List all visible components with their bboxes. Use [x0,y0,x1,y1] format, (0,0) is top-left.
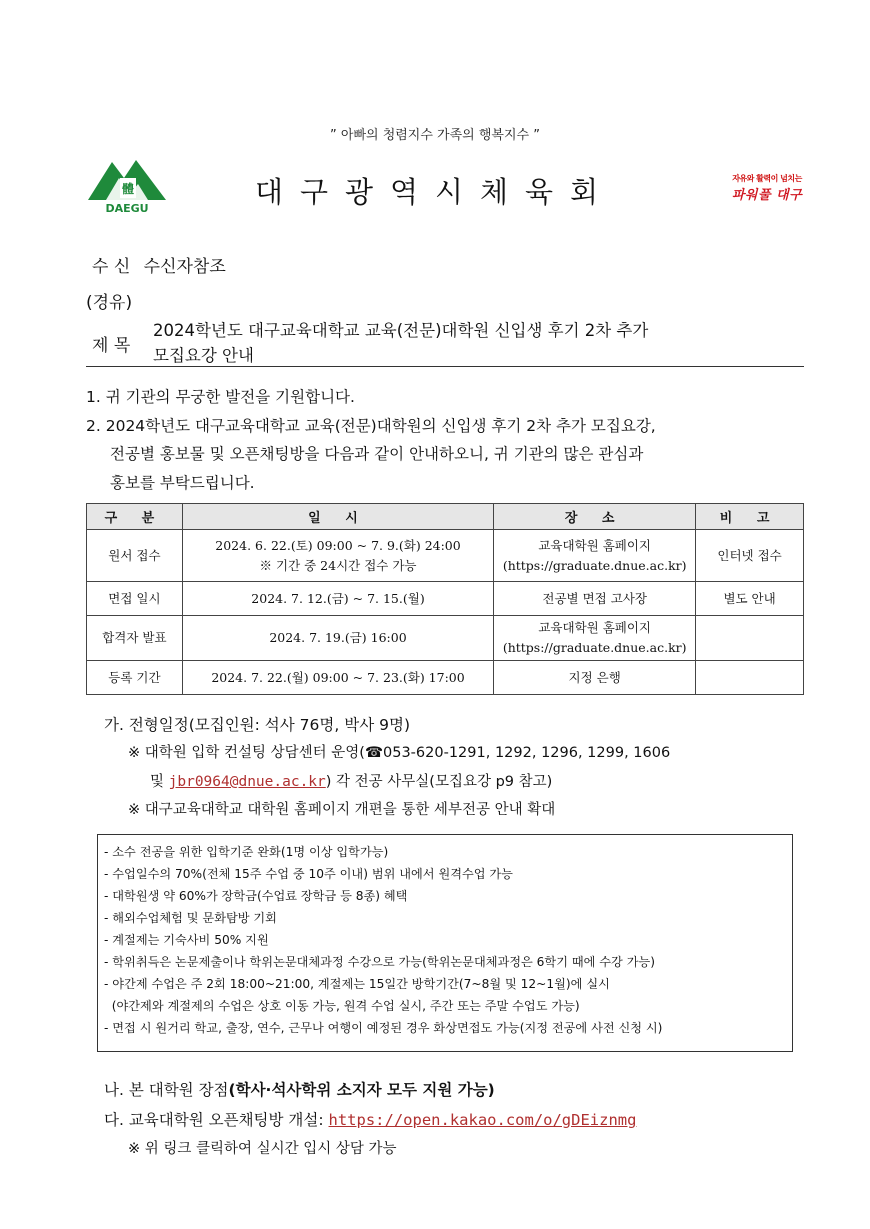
cell-date [182,530,493,582]
benefit-item: - 야간제 수업은 주 2회 18:00~21:00, 계절제는 15일간 방학기간(7~8월 및 12~1월)에 실시 [104,977,610,991]
table-row [87,582,804,616]
section-ga-note-1-cont [150,772,552,792]
benefit-item: - 해외수업체험 및 문화탐방 기회 [104,911,277,925]
cell-place [494,616,696,661]
organization-name: 대구광역시체육회 [254,175,616,209]
place-line-1: 교육대학원 홈페이지 [538,537,651,553]
consulting-email-link[interactable]: jbr0964@dnue.ac.kr [168,774,326,790]
section-ga-title: 가. 전형일정(모집인원: 석사 76명, 박사 9명) [104,716,410,734]
header-place: 장 소 [494,504,696,530]
subject-line-2: 모집요강 안내 [153,346,254,365]
cell-category: 합격자 발표 [87,616,183,661]
benefit-item: (야간제와 계절제의 수업은 상호 이동 가능, 원격 수업 실시, 주간 또는 주말 수업도 가능) [104,999,580,1013]
cell-note: 인터넷 접수 [696,530,804,582]
powerful-daegu-brand [722,173,812,203]
section-na-bold: (학사·석사학위 소지자 모두 지원 가능) [228,1081,495,1099]
cell-place [494,530,696,582]
paragraph-2-line-3: 홍보를 부탁드립니다. [110,474,255,492]
benefit-item: - 대학원생 약 60%가 장학금(수업료 장학금 등 8종) 혜택 [104,889,408,903]
slogan: ” 아빠의 청렴지수 가족의 행복지수 ” [330,128,540,143]
section-ga-note-1: ※ 대학원 입학 컨설팅 상담센터 운영(☎053-620-1291, 1292, 1296, 1299, 1606 [128,745,671,761]
table-row [87,616,804,661]
section-na [104,1080,495,1100]
cell-note [696,616,804,661]
cell-category: 면접 일시 [87,582,183,616]
cell-place: 전공별 면접 고사장 [494,582,696,616]
table-row [87,661,804,695]
brand-tagline: 자유와 활력이 넘치는 [732,174,802,183]
header-divider [86,366,804,367]
header-category: 구 분 [87,504,183,530]
place-line-1: 교육대학원 홈페이지 [538,620,651,635]
section-da-prefix: 다. 교육대학원 오픈채팅방 개설: [104,1111,329,1129]
cell-note [696,661,804,695]
benefit-item: - 소수 전공을 위한 입학기준 완화(1명 이상 입학가능) [104,845,389,859]
logo-text: DAEGU [105,202,149,214]
cell-date: 2024. 7. 22.(월) 09:00 ~ 7. 23.(화) 17:00 [182,661,493,695]
cell-category: 원서 접수 [87,530,183,582]
place-line-2: (https://graduate.dnue.ac.kr) [502,640,687,655]
benefit-item: - 학위취득은 논문제출이나 학위논문대체과정 수강으로 가능(학위논문대체과정은 6학기 때에 수강 가능) [104,955,655,969]
paragraph-2-line-2: 전공별 홍보물 및 오픈채팅방을 다음과 같이 안내하오니, 귀 기관의 많은 관심과 [110,445,644,463]
header-date: 일 시 [182,504,493,530]
table-row [87,530,804,582]
cell-category: 등록 기간 [87,661,183,695]
recipient-label: 수 신 [92,257,131,277]
header-note: 비 고 [696,504,804,530]
subject-label: 제 목 [92,336,131,356]
section-na-prefix: 나. 본 대학원 장점 [104,1081,229,1099]
place-line-2: (https://graduate.dnue.ac.kr) [502,557,687,573]
benefit-item: - 수업일수의 70%(전체 15주 수업 중 10주 이내) 범위 내에서 원격수업 가능 [104,867,513,881]
section-ga-note-2: ※ 대구교육대학교 대학원 홈페이지 개편을 통한 세부전공 안내 확대 [128,802,556,818]
note-conjunction: 및 [150,774,169,790]
note-suffix: ) 각 전공 사무실(모집요강 p9 참고) [325,774,553,790]
svg-text:體: 體 [121,182,135,196]
cell-note: 별도 안내 [696,582,804,616]
section-da-note: ※ 위 링크 클릭하여 실시간 입시 상담 가능 [128,1141,397,1157]
recipient-value: 수신자참조 [143,257,226,277]
cell-place: 지정 은행 [494,661,696,695]
schedule-table [86,503,804,695]
recipient-line [92,252,226,277]
brand-name: 파워풀 대구 [731,188,803,203]
benefit-item: - 면접 시 원거리 학교, 출장, 연수, 근무나 여행이 예정된 경우 화상면접도 가능(지정 전공에 사전 신청 시) [104,1021,663,1035]
table-header-row [87,504,804,530]
benefit-item: - 계절제는 기숙사비 50% 지원 [104,933,269,947]
benefits-box [97,834,793,1052]
paragraph-2-line-1: 2. 2024학년도 대구교육대학교 교육(전문)대학원의 신입생 후기 2차 추가 모집요강, [86,417,656,435]
date-line-2: ※ 기간 중 24시간 접수 가능 [259,557,417,573]
open-chat-link[interactable]: https://open.kakao.com/o/gDEiznmg [328,1111,637,1129]
subject-line-1: 2024학년도 대구교육대학교 교육(전문)대학원 신입생 후기 2차 추가 [153,321,649,340]
cell-date: 2024. 7. 12.(금) ~ 7. 15.(월) [182,582,493,616]
cell-date: 2024. 7. 19.(금) 16:00 [182,616,493,661]
date-line-1: 2024. 6. 22.(토) 09:00 ~ 7. 9.(화) 24:00 [215,537,461,553]
section-da [104,1110,636,1130]
via-label: (경유) [86,293,133,313]
paragraph-1: 1. 귀 기관의 무궁한 발전을 기원합니다. [86,388,355,406]
